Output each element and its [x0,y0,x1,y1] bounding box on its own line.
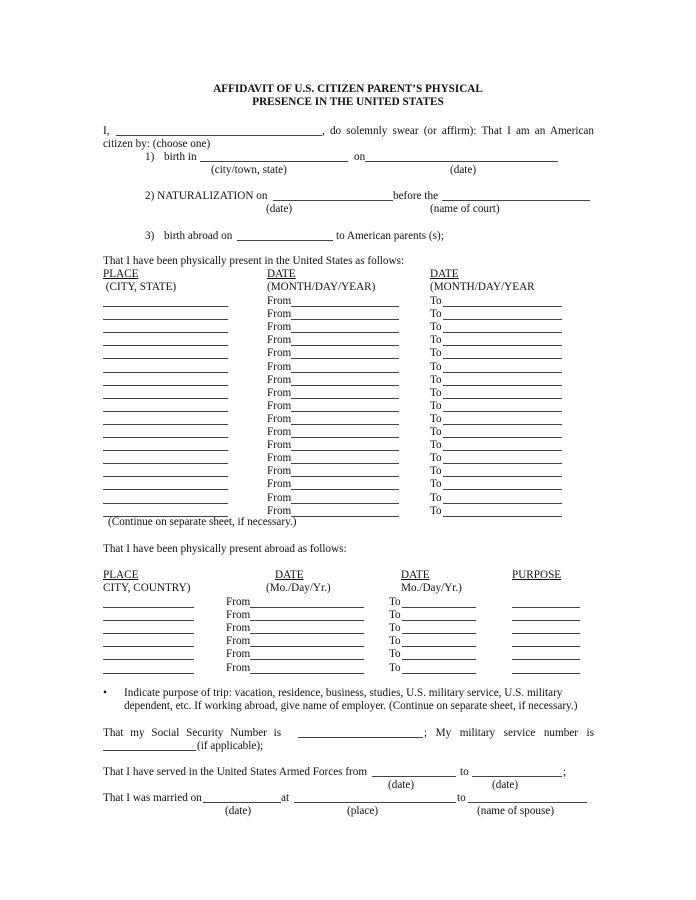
option3-suffix: to American parents (s); [336,230,444,242]
us-table-row [0,478,696,491]
abroad-table-row [0,662,696,675]
us-to-label: To [430,386,442,399]
us-table-row [0,347,696,360]
us-table-row [0,400,696,413]
abroad-purpose-field[interactable] [512,596,580,608]
abroad-place-field[interactable] [103,662,194,674]
service-from-hint: (date) [388,779,415,791]
us-from-date-field[interactable] [291,439,399,451]
document-title-line2: PRESENCE IN THE UNITED STATES [252,96,444,108]
military-number-field[interactable] [103,739,196,751]
us-from-label: From [267,334,292,347]
us-table-row [0,426,696,439]
us-place-field[interactable] [103,361,228,373]
abroad-purpose-field[interactable] [512,635,580,647]
us-table-row [0,308,696,321]
us-to-label: To [430,504,442,517]
us-from-date-field[interactable] [291,321,399,333]
us-col-place-sub: (CITY, STATE) [103,281,177,293]
naturalization-date-hint: (date) [266,203,293,215]
us-place-field[interactable] [103,478,228,490]
oath-line2: citizen by: (choose one) [103,138,211,150]
us-col-to-header: DATE [430,268,459,280]
service-from-field[interactable] [372,765,456,777]
us-from-label: From [267,321,292,334]
abroad-col-place-sub: CITY, COUNTRY) [103,582,191,594]
us-table-row [0,334,696,347]
us-table-row [0,492,696,505]
us-to-label: To [430,426,442,438]
us-from-date-field[interactable] [291,387,399,399]
us-table-row [0,439,696,452]
abroad-place-field[interactable] [103,648,194,660]
us-place-field[interactable] [103,334,228,346]
us-from-label: From [267,504,292,517]
us-table-row [0,321,696,334]
us-from-date-field[interactable] [291,452,399,464]
us-presence-intro: That I have been physically present in the United States as follows: [103,255,405,267]
affiant-name-field[interactable] [116,124,322,136]
abroad-col-place-header: PLACE [103,569,139,581]
abroad-to-date-field[interactable] [402,596,476,608]
us-table-row [0,452,696,465]
abroad-from-label: From [226,609,251,622]
abroad-purpose-field[interactable] [512,662,580,674]
us-to-label: To [430,373,442,386]
purpose-note-line2: dependent, etc. If working abroad, give name of employer. (Continue on separate sheet, if necessary.) [124,700,578,712]
us-from-label: From [267,478,292,491]
abroad-to-date-field[interactable] [402,609,476,621]
us-place-field[interactable] [103,295,228,307]
abroad-from-date-field[interactable] [250,609,364,621]
us-to-date-field[interactable] [443,347,562,359]
us-to-date-field[interactable] [443,478,562,490]
abroad-purpose-field[interactable] [512,609,580,621]
us-to-date-field[interactable] [443,492,562,504]
abroad-purpose-field[interactable] [512,622,580,634]
us-to-date-field[interactable] [443,505,562,517]
us-from-label: From [267,360,292,373]
spouse-name-hint: (name of spouse) [477,805,555,817]
us-to-label: To [430,360,442,373]
us-place-field[interactable] [103,374,228,386]
us-place-field[interactable] [103,400,228,412]
abroad-place-field[interactable] [103,609,194,621]
naturalization-date-field[interactable] [273,189,393,201]
us-to-date-field[interactable] [443,374,562,386]
abroad-purpose-field[interactable] [512,648,580,660]
us-from-date-field[interactable] [291,295,399,307]
option1-on: on [354,151,366,163]
us-place-field[interactable] [103,321,228,333]
us-table-row [0,465,696,478]
us-to-label: To [430,334,442,347]
us-to-date-field[interactable] [443,465,562,477]
us-to-label: To [430,478,442,491]
service-to-field[interactable] [472,765,562,777]
marriage-to: to [457,792,466,804]
armed-forces-prefix: That I have served in the United States Armed Forces from [103,766,368,778]
abroad-to-label: To [389,661,401,674]
us-to-label: To [430,412,442,425]
us-col-from-header: DATE [267,268,296,280]
abroad-col-purpose-header: PURPOSE [512,569,562,581]
us-from-date-field[interactable] [291,413,399,425]
us-to-date-field[interactable] [443,295,562,307]
us-place-field[interactable] [103,347,228,359]
us-from-label: From [267,426,292,438]
us-col-to-sub: (MONTH/DAY/YEAR [430,281,535,293]
us-from-date-field[interactable] [291,308,399,320]
us-to-label: To [430,452,442,465]
abroad-to-label: To [389,635,401,648]
marriage-date-field[interactable] [203,791,281,803]
abroad-col-from-header: DATE [275,569,304,581]
oath-suffix: , do solemnly swear (or affirm): That I am an American [322,125,594,137]
us-place-field[interactable] [103,465,228,477]
court-name-field[interactable] [442,189,590,201]
us-from-date-field[interactable] [291,492,399,504]
us-to-date-field[interactable] [443,361,562,373]
abroad-from-label: From [226,596,251,608]
us-from-date-field[interactable] [291,478,399,490]
marriage-place-field[interactable] [294,791,456,803]
abroad-place-field[interactable] [103,622,194,634]
marriage-date-hint: (date) [225,805,252,817]
us-place-field[interactable] [103,505,228,517]
us-to-label: To [430,465,442,478]
abroad-from-date-field[interactable] [250,635,364,647]
abroad-col-to-header: DATE [401,569,430,581]
us-col-place-header: PLACE [103,268,139,280]
us-to-date-field[interactable] [443,334,562,346]
us-from-date-field[interactable] [291,505,399,517]
abroad-from-label: From [226,635,251,648]
abroad-to-date-field[interactable] [402,635,476,647]
us-from-date-field[interactable] [291,374,399,386]
us-table-row [0,295,696,308]
us-to-date-field[interactable] [443,452,562,464]
bullet-icon: • [103,687,107,699]
us-to-label: To [430,399,442,412]
us-place-field[interactable] [103,492,228,504]
abroad-table-row [0,648,696,661]
abroad-col-from-sub: (Mo./Day/Yr.) [266,582,331,594]
abroad-from-label: From [226,622,251,635]
abroad-table-row [0,622,696,635]
abroad-table-row [0,596,696,609]
spouse-name-field[interactable] [468,791,587,803]
abroad-presence-intro: That I have been physically present abroad as follows: [103,543,347,555]
us-from-label: From [267,386,292,399]
us-from-date-field[interactable] [291,426,399,438]
us-to-label: To [430,347,442,360]
abroad-from-date-field[interactable] [250,662,364,674]
us-to-label: To [430,439,442,452]
us-table-row [0,374,696,387]
abroad-to-label: To [389,596,401,608]
oath-prefix: I, [103,125,110,137]
us-from-date-field[interactable] [291,347,399,359]
abroad-table-row [0,635,696,648]
birth-place-hint: (city/town, state) [211,164,287,176]
us-table-row [0,505,696,518]
us-to-date-field[interactable] [443,426,562,438]
us-from-label: From [267,373,292,386]
us-place-field[interactable] [103,413,228,425]
us-table-row [0,361,696,374]
abroad-from-label: From [226,661,251,674]
abroad-table-row [0,609,696,622]
abroad-from-date-field[interactable] [250,622,364,634]
us-to-label: To [430,491,442,504]
document-title-line1: AFFIDAVIT OF U.S. CITIZEN PARENT’S PHYSICAL [213,83,483,95]
service-to-hint: (date) [492,779,519,791]
us-place-field[interactable] [103,439,228,451]
abroad-to-date-field[interactable] [402,662,476,674]
us-to-date-field[interactable] [443,321,562,333]
option1-label: birth in [164,151,197,163]
birth-date-hint: (date) [450,164,477,176]
us-from-date-field[interactable] [291,361,399,373]
abroad-col-to-sub: Mo./Day/Yr.) [401,582,462,594]
us-from-label: From [267,439,292,452]
option3-number: 3) [145,230,155,242]
abroad-to-date-field[interactable] [402,648,476,660]
abroad-to-label: To [389,622,401,635]
us-to-date-field[interactable] [443,400,562,412]
us-place-field[interactable] [103,308,228,320]
us-to-date-field[interactable] [443,439,562,451]
us-from-label: From [267,452,292,465]
abroad-place-field[interactable] [103,596,194,608]
abroad-from-date-field[interactable] [250,648,364,660]
abroad-to-date-field[interactable] [402,622,476,634]
option3-label: birth abroad on [164,230,233,242]
birth-date-field[interactable] [365,150,558,162]
us-to-label: To [430,308,442,321]
birth-place-field[interactable] [200,150,348,162]
us-to-label: To [430,295,442,307]
marriage-at: at [281,792,290,804]
ssn-field[interactable] [298,726,423,738]
us-from-label: From [267,465,292,478]
us-to-date-field[interactable] [443,387,562,399]
us-from-label: From [267,308,292,321]
abroad-from-date-field[interactable] [250,596,364,608]
us-from-label: From [267,347,292,360]
us-to-date-field[interactable] [443,413,562,425]
us-from-label: From [267,412,292,425]
option1-number: 1) [145,151,155,163]
us-from-label: From [267,295,292,307]
court-name-hint: (name of court) [430,203,500,215]
marriage-place-hint: (place) [347,805,379,817]
us-place-field[interactable] [103,426,228,438]
armed-forces-to: to [460,766,469,778]
us-table-row [0,387,696,400]
option2-label: 2) NATURALIZATION on [145,190,268,202]
abroad-place-field[interactable] [103,635,194,647]
us-from-date-field[interactable] [291,465,399,477]
marriage-prefix: That I was married on [103,792,202,804]
us-to-label: To [430,321,442,334]
abroad-to-label: To [389,609,401,622]
abroad-to-label: To [389,648,401,661]
ssn-prefix: That my Social Security Number is [103,727,282,739]
us-from-label: From [267,399,292,412]
us-place-field[interactable] [103,452,228,464]
ssn-suffix: (if applicable); [197,740,264,752]
us-place-field[interactable] [103,387,228,399]
us-table-row [0,413,696,426]
us-continue-note: (Continue on separate sheet, if necessary.) [108,516,297,528]
ssn-middle: ; My military service number is [424,727,594,739]
us-to-date-field[interactable] [443,308,562,320]
us-from-date-field[interactable] [291,400,399,412]
us-col-from-sub: (MONTH/DAY/YEAR) [267,281,376,293]
us-from-date-field[interactable] [291,334,399,346]
us-from-label: From [267,491,292,504]
abroad-from-label: From [226,648,251,661]
purpose-note-line1: Indicate purpose of trip: vacation, residence, business, studies, U.S. military service, U.S. military [124,687,563,699]
birth-abroad-date-field[interactable] [237,229,333,241]
option2-before: before the [393,190,439,202]
armed-forces-end: ; [563,766,567,778]
